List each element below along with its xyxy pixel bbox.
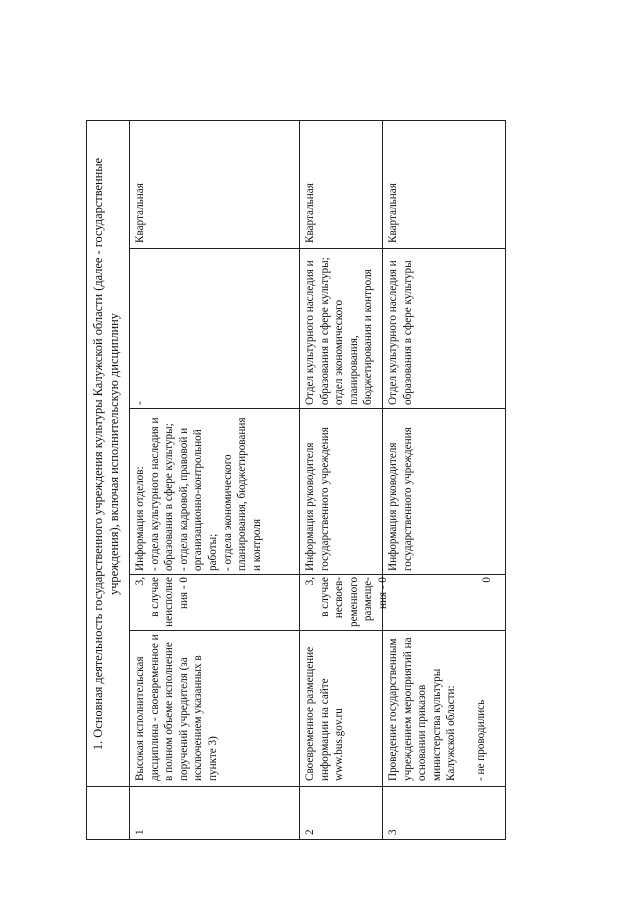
row-score: 3, в случае неисполне ния - 0 xyxy=(134,577,190,627)
row-criterion: Высокая исполнительская дисциплина - своевременное и в полном объеме исполнение поручений учредителя (за исключением указанных в пункте 3) xyxy=(134,634,219,781)
row-responsible: Отдел культурного наследия и образования в сфере культуры xyxy=(387,260,414,405)
grid-line xyxy=(129,574,505,575)
row-period: Квартальная xyxy=(304,183,316,243)
criteria-table xyxy=(86,120,506,840)
row-score: 0 xyxy=(481,577,493,583)
row-source: Информация отделов: - отдела культурного наследия и образования в сфере культуры; - отдела кадровой, правовой и организационно-контрольной работы; - отдела экономического планирования, бюджетирования и контроля xyxy=(134,417,263,571)
row-criterion: Проведение государственным учреждением мероприятий на основании приказов министерства культуры Калужской области: - не проводились xyxy=(387,637,487,781)
section-header: 1. Основная деятельность государственного учреждения культуры Калужской области (далее - государственные учреждения), включая исполнительскую дисциплину xyxy=(91,157,121,751)
row-period: Квартальная xyxy=(387,183,399,243)
grid-line xyxy=(87,786,505,787)
row-period: Квартальная xyxy=(134,183,146,243)
grid-line xyxy=(299,121,300,839)
row-score: 3, в случае несвоев- ременного размеще- ния - 0 xyxy=(304,576,389,627)
rotated-page xyxy=(86,120,506,840)
row-responsible: Отдел культурного наследия и образования в сфере культуры; отдел экономического планирования, бюджетирования и контроля xyxy=(304,257,375,405)
grid-line xyxy=(129,630,505,631)
grid-line xyxy=(129,408,505,409)
row-source: Информация руководителя государственного учреждения xyxy=(387,427,414,571)
row-criterion: Своевременное размещение информации на сайте www.bus.gov.ru xyxy=(304,646,346,781)
row-number: 2 xyxy=(304,829,316,835)
grid-line xyxy=(129,248,505,249)
row-source: Информация руководителя государственного учреждения xyxy=(304,427,331,571)
row-number: 1 xyxy=(134,829,146,835)
row-number: 3 xyxy=(387,829,399,835)
grid-line xyxy=(382,121,383,839)
grid-line xyxy=(129,121,130,839)
row-responsible: - xyxy=(134,401,146,405)
